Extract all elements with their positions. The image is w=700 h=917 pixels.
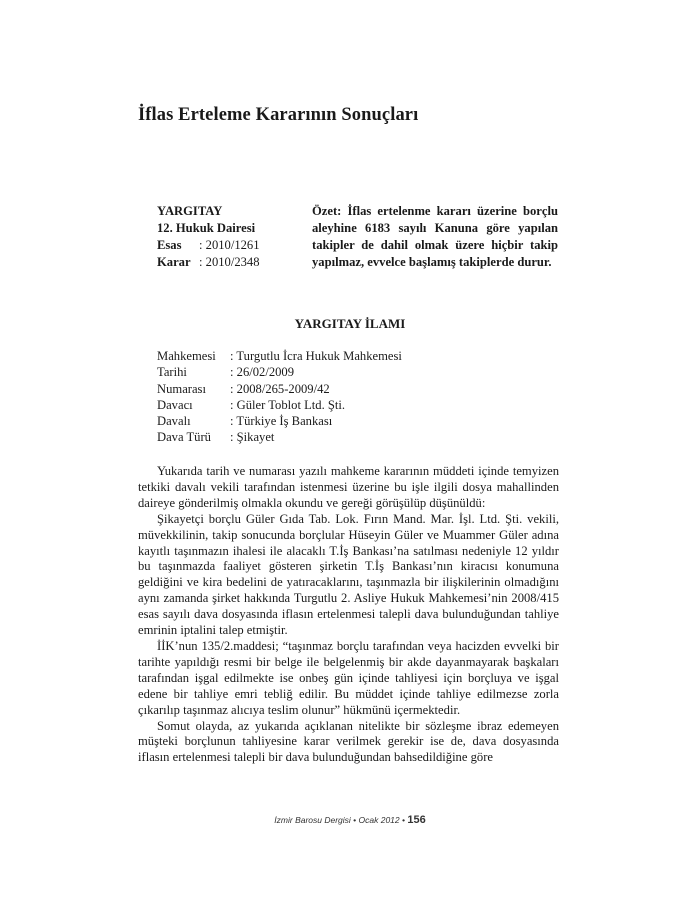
case-detail-row (157, 429, 402, 445)
court-chamber: 12. Hukuk Dairesi (157, 221, 256, 235)
section-heading: YARGITAY İLAMI (294, 316, 406, 331)
esas-label: Esas (157, 238, 182, 252)
body-paragraph: Yukarıda tarih ve numarası yazılı mahkeme kararının müddeti içinde temyizen tetkiki davalı vekili tarafından istenmesi üzerine bu işle ilgili dosya mahallinden daireye gönderilmiş olmakla okundu ve gereği görüşülüp düşünüldü: (138, 464, 559, 510)
decision-summary: Özet: İflas ertelenme kararı üzerine borçlu aleyhine 6183 sayılı Kanuna göre yapılan takipler de dahil olmak üzere hiçbir takip yapılmaz, evvelce başlamış takiplerde durur. (312, 204, 558, 269)
page-title: İflas Erteleme Kararının Sonuçları (138, 105, 419, 125)
page-footer (0, 814, 700, 826)
case-detail-value: : 26/02/2009 (230, 365, 295, 380)
page-number: 156 (407, 814, 426, 826)
court-name: YARGITAY (157, 204, 223, 218)
karar-row (157, 254, 307, 271)
case-detail-value: : Turgutlu İcra Hukuk Mahkemesi (230, 349, 402, 363)
journal-name: İzmir Barosu Dergisi • Ocak 2012 • (274, 815, 405, 825)
case-detail-value: : Türkiye İş Bankası (230, 414, 333, 429)
case-detail-key: Dava Türü (157, 430, 211, 445)
case-details (157, 348, 402, 446)
case-detail-row (157, 397, 402, 413)
case-detail-key: Davacı (157, 397, 193, 412)
body-paragraph: İİK’nun 135/2.maddesi; “taşınmaz borçlu tarafından veya hacizden evvelki bir tarihte yapıldığı resmi bir belge ile belgelenmiş bir akde dayanmayarak başkaları tarafından işgal edilmekte ise onbeş gün içinde tahliyesi için borçluya ve işgal edene bir tahliye emri tebliğ edilir. Bu müddet içinde tahliye edilmezse zorla çıkarılıp taşınmaz alıcıya teslim olunur” hükmünü içermektedir. (138, 638, 559, 717)
case-detail-row (157, 381, 402, 397)
court-info (157, 203, 307, 271)
case-detail-key: Davalı (157, 414, 191, 429)
body-text (138, 464, 559, 766)
case-detail-value: : 2008/265-2009/42 (230, 381, 330, 396)
case-detail-key: Tarihi (157, 365, 187, 380)
esas-row (157, 237, 307, 254)
karar-value: : 2010/2348 (199, 255, 260, 269)
esas-value: : 2010/1261 (199, 238, 260, 252)
karar-label: Karar (157, 255, 191, 269)
case-detail-row (157, 413, 402, 429)
case-detail-key: Mahkemesi (157, 349, 216, 363)
case-detail-row (157, 348, 402, 364)
case-detail-value: : Güler Toblot Ltd. Şti. (230, 397, 346, 412)
body-paragraph: Şikayetçi borçlu Güler Gıda Tab. Lok. Fırın Mand. Mar. İşl. Ltd. Şti. vekili, müvekkilinin, takip sonucunda borçlular Hüseyin Güler ve Muammer Güler adına kayıtlı taşınmazın ihalesi ile alacaklı T.İş Bankası’na satılması nedeniyle 12 yıldır bu taşınmazda faaliyet gösteren şirketin T.İş Bankası’nın kiracısı konumuna geldiğini ve kira bedelini de yatıracaklarını, taşınmazla bir ilişkilerinin olmadığını aynı zamanda şirket hakkında Turgutlu 2. Asliye Hukuk Mahkemesi’nin 2008/415 esas sayılı dava dosyasında iflasın ertelenmesi talepli dava bulunduğundan tahliye emrinin iptalini talep etmiştir. (138, 511, 559, 638)
case-detail-row (157, 364, 402, 380)
case-detail-key: Numarası (157, 381, 206, 396)
body-paragraph: Somut olayda, az yukarıda açıklanan nitelikte bir sözleşme ibraz edemeyen müşteki borçlunun tahliyesine karar verilmek gerekir ise de, dava dosyasında iflasın ertelenmesi talepli bir dava bulunduğundan bahsedildiğine göre (138, 718, 559, 765)
case-detail-value: : Şikayet (230, 430, 275, 445)
